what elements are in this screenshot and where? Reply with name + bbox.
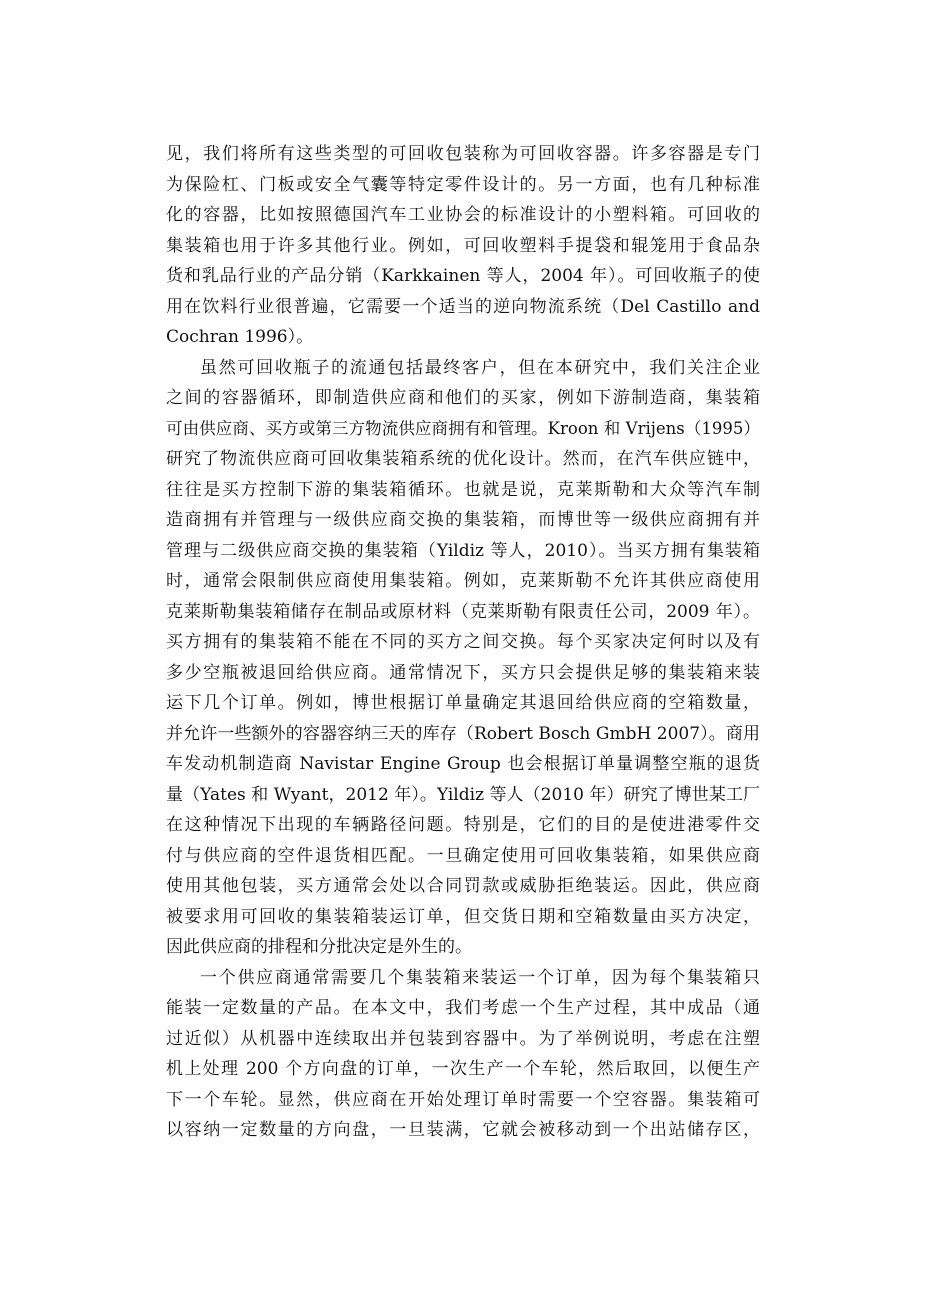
text-line: 克莱斯勒集装箱储存在制品或原材料（克莱斯勒有限责任公司，2009 年）。: [166, 601, 760, 622]
text-line: 运下几个订单。例如，博世根据订单量确定其退回给供应商的空箱数量，: [166, 693, 760, 713]
text-line: 车发动机制造商 Navistar Engine Group 也会根据订单量调整空瓶的退货: [166, 754, 760, 774]
text-line: 付与供应商的空件退货相匹配。一旦确定使用可回收集装箱，如果供应商: [166, 845, 760, 866]
text-line: 见，我们将所有这些类型的可回收包装称为可回收容器。许多容器是专门: [166, 144, 760, 164]
text-line: 研究了物流供应商可回收集装箱系统的优化设计。然而，在汽车供应链中，: [166, 449, 760, 469]
text-line: 用在饮料行业很普遍，它需要一个适当的逆向物流系统（Del Castillo and: [166, 296, 760, 317]
text-line: 量（Yates 和 Wyant，2012 年）。Yildiz 等人（2010 年）研究了博世某工厂: [166, 784, 760, 805]
text-line: 过近似）从机器中连续取出并包装到容器中。为了举例说明，考虑在注塑: [166, 1028, 760, 1049]
text-line: 造商拥有并管理与一级供应商交换的集装箱，而博世等一级供应商拥有并: [166, 510, 760, 530]
text-line: 下一个车轮。显然，供应商在开始处理订单时需要一个空容器。集装箱可: [166, 1089, 760, 1110]
text-line: 时，通常会限制供应商使用集装箱。例如，克莱斯勒不允许其供应商使用: [166, 571, 760, 591]
text-line: 以容纳一定数量的方向盘，一旦装满，它就会被移动到一个出站储存区，: [166, 1120, 760, 1140]
text-line: 机上处理 200 个方向盘的订单，一次生产一个车轮，然后取回，以便生产: [166, 1059, 760, 1079]
text-line: 并允许一些额外的容器容纳三天的库存（Robert Bosch GmbH 2007）。商用: [166, 723, 760, 744]
text-line: 管理与二级供应商交换的集装箱（Yildiz 等人，2010）。当买方拥有集装箱: [166, 540, 760, 561]
text-line: 集装箱也用于许多其他行业。例如，可回收塑料手提袋和辊笼用于食品杂: [166, 235, 760, 256]
text-line: 买方拥有的集装箱不能在不同的买方之间交换。每个买家决定何时以及有: [166, 632, 760, 652]
text-line: Cochran 1996）。: [166, 327, 314, 347]
body-text: [166, 139, 760, 1146]
text-line: 被要求用可回收的集装箱装运订单，但交货日期和空箱数量由买方决定，: [166, 906, 760, 927]
text-line: 往往是买方控制下游的集装箱循环。也就是说，克莱斯勒和大众等汽车制: [166, 479, 760, 500]
text-line: 可由供应商、买方或第三方物流供应商拥有和管理。Kroon 和 Vrijens（1995）: [166, 418, 760, 438]
text-line: 在这种情况下出现的车辆路径问题。特别是，它们的目的是使进港零件交: [166, 815, 760, 835]
text-line: 使用其他包装，买方通常会处以合同罚款或威胁拒绝装运。因此，供应商: [166, 876, 760, 896]
text-line: 多少空瓶被退回给供应商。通常情况下，买方只会提供足够的集装箱来装: [166, 662, 760, 683]
text-line: 货和乳品行业的产品分销（Karkkainen 等人，2004 年）。可回收瓶子的使: [166, 266, 760, 286]
text-line: 虽然可回收瓶子的流通包括最终客户，但在本研究中，我们关注企业: [200, 357, 760, 378]
text-line: 之间的容器循环，即制造供应商和他们的买家，例如下游制造商，集装箱: [166, 388, 760, 408]
text-line: 一个供应商通常需要几个集装箱来装运一个订单，因为每个集装箱只: [200, 967, 760, 988]
text-line: 能装一定数量的产品。在本文中，我们考虑一个生产过程，其中成品（通: [166, 998, 760, 1018]
text-line: 化的容器，比如按照德国汽车工业协会的标准设计的小塑料箱。可回收的: [166, 205, 760, 225]
text-line: 为保险杠、门板或安全气囊等特定零件设计的。另一方面，也有几种标准: [166, 174, 760, 195]
text-line: 因此供应商的排程和分批决定是外生的。: [166, 937, 472, 957]
